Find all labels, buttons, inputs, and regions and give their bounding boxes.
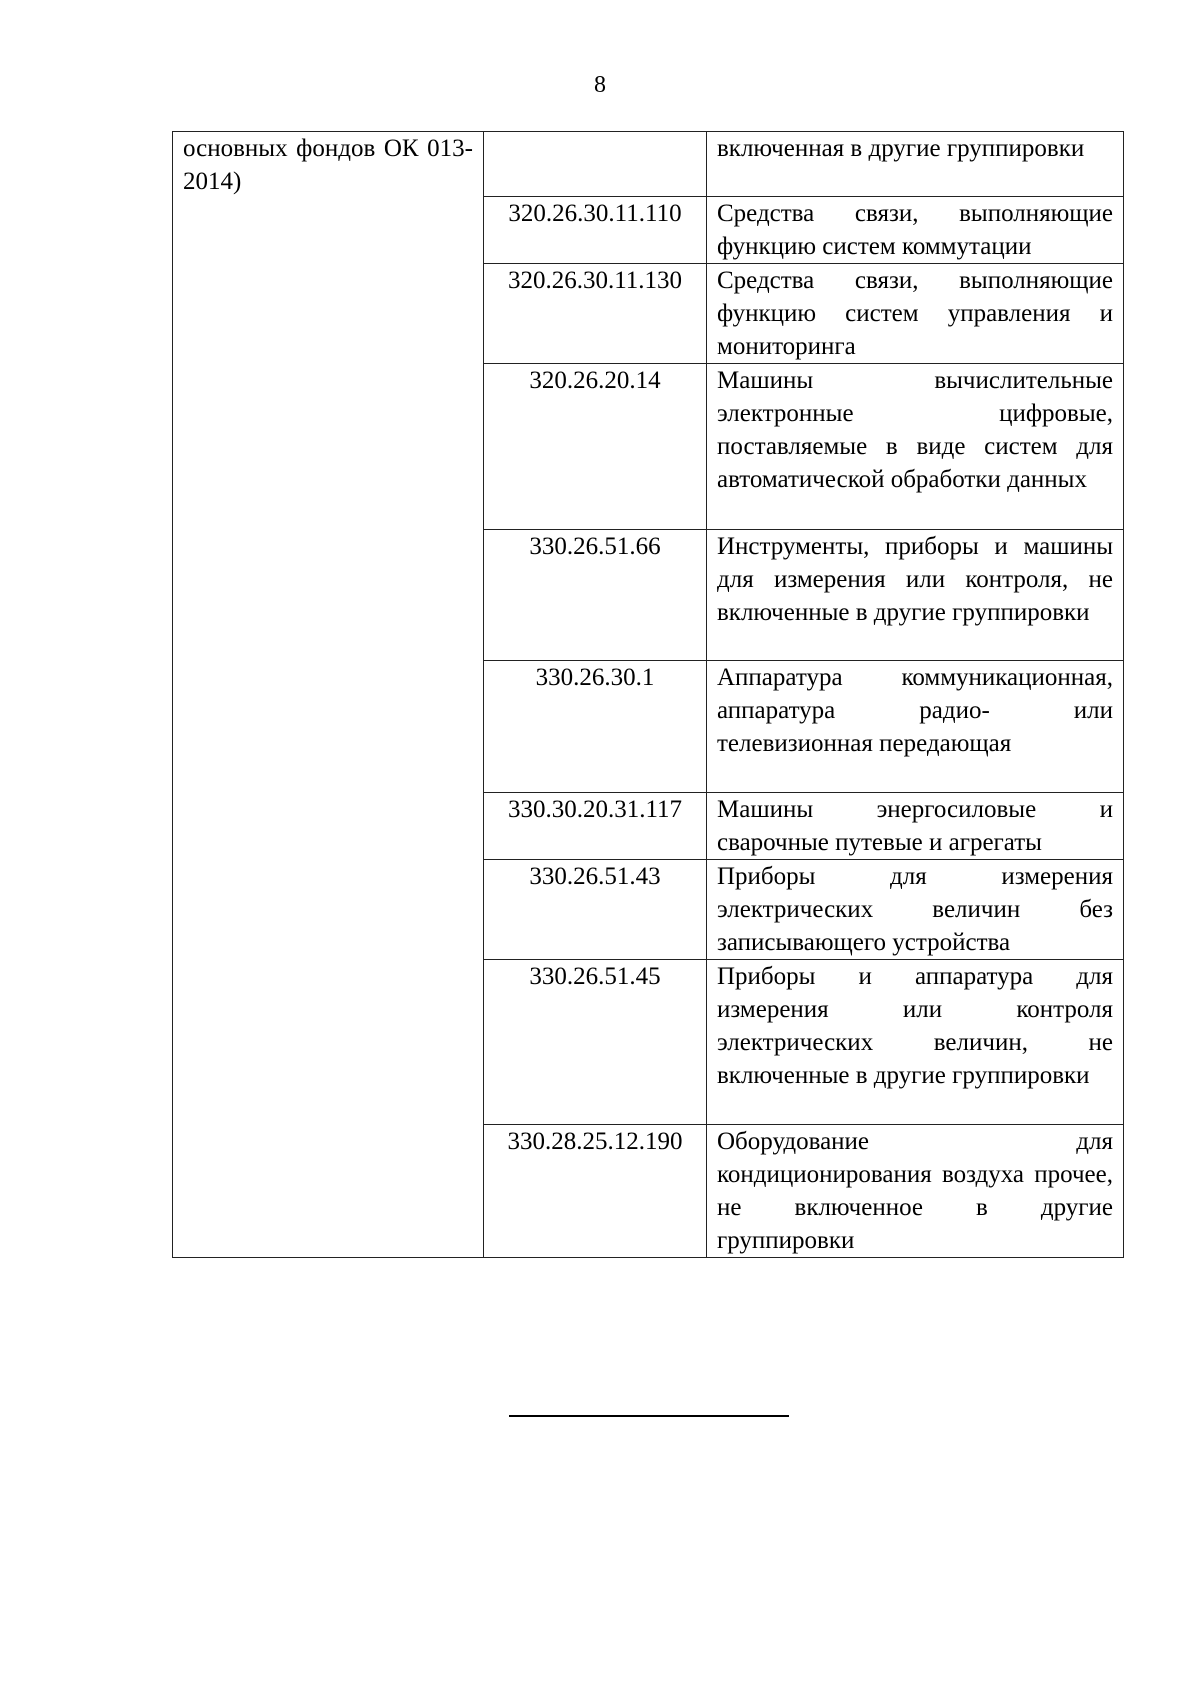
name-cell: Машины вычислительные электронные цифровые, поставляемые в виде систем для автоматической обработки данных: [707, 364, 1124, 530]
code-cell: 330.26.51.66: [484, 530, 707, 661]
name-cell: включенная в другие группировки: [707, 132, 1124, 197]
name-cell: Оборудование для кондиционирования воздуха прочее, не включенное в другие группировки: [707, 1125, 1124, 1258]
end-separator-line: [509, 1415, 789, 1417]
page-number: 8: [594, 72, 606, 98]
name-cell: Машины энергосиловые и сварочные путевые и агрегаты: [707, 793, 1124, 860]
name-cell: Средства связи, выполняющие функцию систем коммутации: [707, 197, 1124, 264]
code-cell: [484, 132, 707, 197]
code-cell: 320.26.20.14: [484, 364, 707, 530]
name-cell: Аппаратура коммуникационная, аппаратура радио- или телевизионная передающая: [707, 661, 1124, 793]
name-cell: Средства связи, выполняющие функцию систем управления и мониторинга: [707, 264, 1124, 364]
code-cell: 330.26.30.1: [484, 661, 707, 793]
code-cell: 330.26.51.45: [484, 960, 707, 1125]
name-cell: Приборы и аппаратура для измерения или контроля электрических величин, не включенные в другие группировки: [707, 960, 1124, 1125]
code-cell: 330.26.51.43: [484, 860, 707, 960]
code-cell: 330.28.25.12.190: [484, 1125, 707, 1258]
code-cell: 320.26.30.11.110: [484, 197, 707, 264]
code-cell: 330.30.20.31.117: [484, 793, 707, 860]
name-cell: Инструменты, приборы и машины для измерения или контроля, не включенные в другие группировки: [707, 530, 1124, 661]
table-row: [173, 132, 1124, 197]
classifier-label-cell: основных фондов ОК 013-2014): [173, 132, 484, 1258]
classification-table: [172, 131, 1124, 1258]
name-cell: Приборы для измерения электрических величин без записывающего устройства: [707, 860, 1124, 960]
code-cell: 320.26.30.11.130: [484, 264, 707, 364]
